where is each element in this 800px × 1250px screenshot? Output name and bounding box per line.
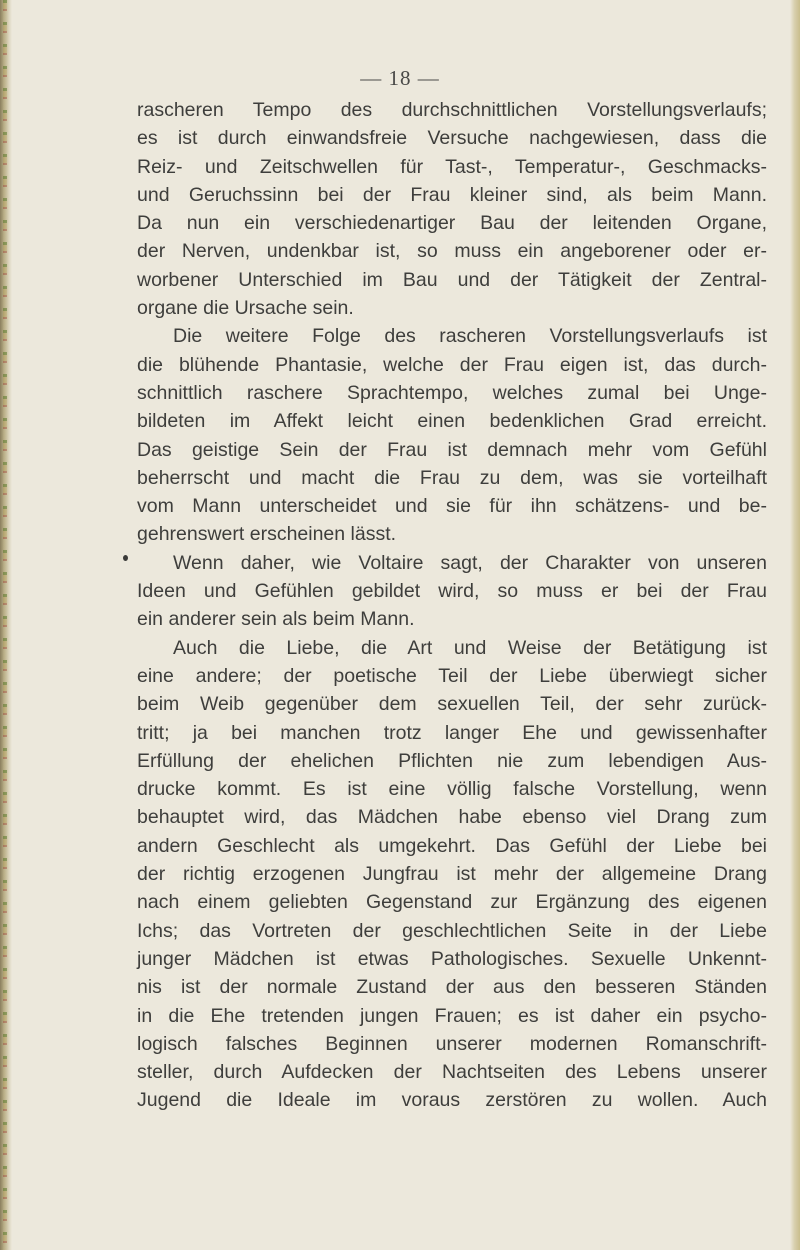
text-line: es ist durch einwandsfreie Versuche nachgewiesen, dass die: [137, 127, 767, 150]
text-line: eine andere; der poetische Teil der Liebe überwiegt sicher: [137, 664, 767, 687]
text-line: Wenn daher, wie Voltaire sagt, der Charakter von unseren: [173, 551, 767, 574]
text-line: schnittlich raschere Sprachtempo, welches zumal bei Unge-: [137, 381, 767, 404]
text-line: Ichs; das Vortreten der geschlechtlichen Seite in der Liebe: [137, 919, 767, 942]
text-line: beherrscht und macht die Frau zu dem, was sie vorteilhaft: [137, 466, 767, 489]
page-number: — 18 —: [360, 66, 440, 90]
text-line: organe die Ursache sein.: [137, 297, 354, 320]
text-line: behauptet wird, das Mädchen habe ebenso viel Drang zum: [137, 806, 767, 829]
text-line: Das geistige Sein der Frau ist demnach mehr vom Gefühl: [137, 438, 767, 461]
page-edge: [790, 0, 800, 1250]
text-line: rascheren Tempo des durchschnittlichen Vorstellungsverlaufs;: [137, 99, 767, 121]
text-line: der richtig erzogenen Jungfrau ist mehr der allgemeine Drang: [137, 863, 767, 886]
text-line: logisch falsches Beginnen unserer modernen Romanschrift-: [137, 1032, 767, 1055]
text-line: in die Ehe tretenden jungen Frauen; es ist daher ein psycho-: [137, 1004, 767, 1027]
text-line: andern Geschlecht als umgekehrt. Das Gefühl der Liebe bei: [137, 834, 767, 857]
text-line: nis ist der normale Zustand der aus den besseren Ständen: [137, 976, 767, 999]
text-line: die blühende Phantasie, welche der Frau eigen ist, das durch-: [137, 353, 767, 376]
text-line: Jugend die Ideale im voraus zerstören zu wollen. Auch: [137, 1089, 767, 1112]
text-line: vom Mann unterscheidet und sie für ihn schätzens- und be-: [137, 495, 767, 518]
ink-spot: [123, 555, 128, 561]
text-line: Da nun ein verschiedenartiger Bau der leitenden Organe,: [137, 212, 767, 235]
text-line: beim Weib gegenüber dem sexuellen Teil, der sehr zurück-: [137, 693, 767, 716]
text-line: steller, durch Aufdecken der Nachtseiten des Lebens unserer: [137, 1061, 767, 1084]
text-line: und Geruchssinn bei der Frau kleiner sind, als beim Mann.: [137, 183, 767, 206]
text-line: nach einem geliebten Gegenstand zur Ergänzung des eigenen: [137, 891, 767, 914]
binding-edge: [0, 0, 12, 1250]
text-line: Ideen und Gefühlen gebildet wird, so muss er bei der Frau: [137, 580, 767, 603]
text-line: Die weitere Folge des rascheren Vorstellungsverlaufs ist: [173, 325, 767, 348]
text-line: gehrenswert erscheinen lässt.: [137, 523, 397, 546]
text-line: ein anderer sein als beim Mann.: [137, 608, 415, 631]
text-line: der Nerven, undenkbar ist, so muss ein angeborener oder er-: [137, 240, 767, 263]
text-line: Auch die Liebe, die Art und Weise der Betätigung ist: [173, 636, 767, 659]
text-line: tritt; ja bei manchen trotz langer Ehe und gewissenhafter: [137, 721, 767, 744]
text-line: junger Mädchen ist etwas Pathologisches. Sexuelle Unkennt-: [137, 947, 767, 970]
text-line: bildeten im Affekt leicht einen bedenklichen Grad erreicht.: [137, 410, 767, 433]
text-line: worbener Unterschied im Bau und der Tätigkeit der Zentral-: [137, 268, 767, 291]
text-line: drucke kommt. Es ist eine völlig falsche Vorstellung, wenn: [137, 778, 767, 801]
text-line: Reiz- und Zeitschwellen für Tast-, Temperatur-, Geschmacks-: [137, 155, 767, 178]
body-text: [137, 96, 767, 1115]
text-line: Erfüllung der ehelichen Pflichten nie zum lebendigen Aus-: [137, 749, 767, 772]
